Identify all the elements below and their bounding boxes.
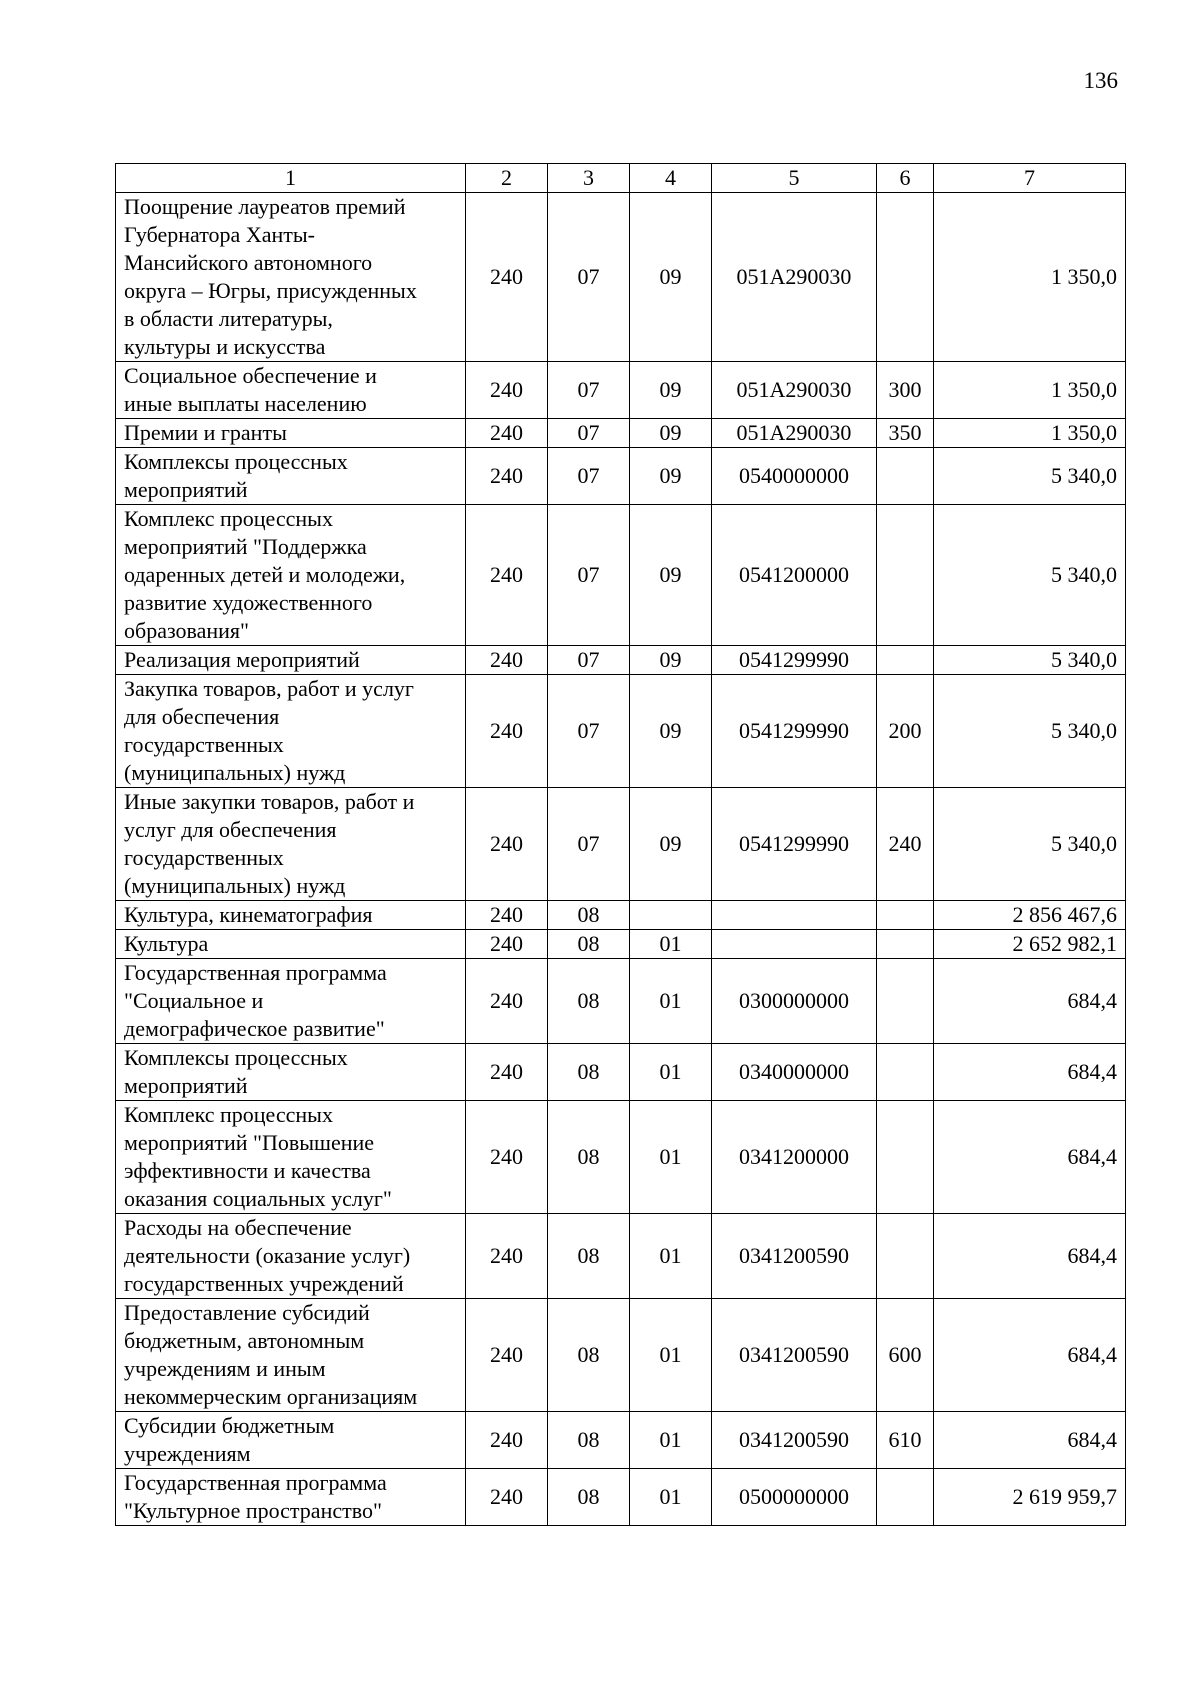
target-article-cell: 051A290030: [712, 362, 877, 419]
item-name-cell: Комплекс процессных мероприятий "Повышение эффективности и качества оказания социальных услуг": [116, 1101, 466, 1214]
target-article-cell: 0541299990: [712, 646, 877, 675]
subsection-code-cell: 01: [630, 930, 712, 959]
amount-cell: 684,4: [934, 1044, 1126, 1101]
target-article-cell: 0340000000: [712, 1044, 877, 1101]
expense-type-cell: 200: [877, 675, 934, 788]
subsection-code-cell: 09: [630, 505, 712, 646]
ministry-code-cell: 240: [466, 959, 548, 1044]
target-article-cell: 0541299990: [712, 788, 877, 901]
target-article-cell: 0341200590: [712, 1214, 877, 1299]
column-header: 5: [712, 164, 877, 193]
target-article-cell: 0541200000: [712, 505, 877, 646]
target-article-cell: 051A290030: [712, 193, 877, 362]
amount-cell: 684,4: [934, 1299, 1126, 1412]
ministry-code-cell: 240: [466, 1101, 548, 1214]
item-name-cell: Премии и гранты: [116, 419, 466, 448]
table-row: [116, 448, 1126, 505]
section-code-cell: 07: [548, 646, 630, 675]
section-code-cell: 08: [548, 959, 630, 1044]
amount-cell: 684,4: [934, 1214, 1126, 1299]
table-row: [116, 646, 1126, 675]
item-name-cell: Комплексы процессных мероприятий: [116, 1044, 466, 1101]
section-code-cell: 08: [548, 1044, 630, 1101]
table-row: [116, 959, 1126, 1044]
target-article-cell: [712, 901, 877, 930]
table-header-row: [116, 164, 1126, 193]
amount-cell: 5 340,0: [934, 505, 1126, 646]
amount-cell: 684,4: [934, 1101, 1126, 1214]
ministry-code-cell: 240: [466, 1214, 548, 1299]
table-row: [116, 193, 1126, 362]
column-header: 3: [548, 164, 630, 193]
section-code-cell: 07: [548, 193, 630, 362]
ministry-code-cell: 240: [466, 930, 548, 959]
table-row: [116, 1299, 1126, 1412]
expense-type-cell: [877, 505, 934, 646]
item-name-cell: Иные закупки товаров, работ и услуг для обеспечения государственных (муниципальных) нужд: [116, 788, 466, 901]
subsection-code-cell: 09: [630, 675, 712, 788]
table-row: [116, 901, 1126, 930]
amount-cell: 5 340,0: [934, 788, 1126, 901]
column-header: 6: [877, 164, 934, 193]
amount-cell: 2 652 982,1: [934, 930, 1126, 959]
section-code-cell: 07: [548, 788, 630, 901]
subsection-code-cell: 09: [630, 193, 712, 362]
amount-cell: 2 619 959,7: [934, 1469, 1126, 1526]
item-name-cell: Предоставление субсидий бюджетным, автономным учреждениям и иным некоммерческим организациям: [116, 1299, 466, 1412]
section-code-cell: 08: [548, 1101, 630, 1214]
target-article-cell: [712, 930, 877, 959]
table-row: [116, 505, 1126, 646]
budget-table: [115, 163, 1126, 1526]
expense-type-cell: 240: [877, 788, 934, 901]
target-article-cell: 0341200000: [712, 1101, 877, 1214]
item-name-cell: Социальное обеспечение и иные выплаты населению: [116, 362, 466, 419]
ministry-code-cell: 240: [466, 419, 548, 448]
table-row: [116, 419, 1126, 448]
section-code-cell: 08: [548, 930, 630, 959]
expense-type-cell: 610: [877, 1412, 934, 1469]
table-row: [116, 930, 1126, 959]
amount-cell: 5 340,0: [934, 646, 1126, 675]
table-row: [116, 362, 1126, 419]
amount-cell: 2 856 467,6: [934, 901, 1126, 930]
target-article-cell: 0341200590: [712, 1299, 877, 1412]
amount-cell: 684,4: [934, 1412, 1126, 1469]
section-code-cell: 08: [548, 1299, 630, 1412]
expense-type-cell: [877, 448, 934, 505]
section-code-cell: 07: [548, 448, 630, 505]
subsection-code-cell: 01: [630, 1214, 712, 1299]
ministry-code-cell: 240: [466, 448, 548, 505]
expense-type-cell: [877, 1214, 934, 1299]
ministry-code-cell: 240: [466, 788, 548, 901]
subsection-code-cell: 01: [630, 1469, 712, 1526]
subsection-code-cell: 01: [630, 1412, 712, 1469]
ministry-code-cell: 240: [466, 1044, 548, 1101]
column-header: 2: [466, 164, 548, 193]
expense-type-cell: [877, 1469, 934, 1526]
column-header: 4: [630, 164, 712, 193]
expense-type-cell: [877, 959, 934, 1044]
section-code-cell: 08: [548, 1469, 630, 1526]
column-header: 7: [934, 164, 1126, 193]
table-row: [116, 675, 1126, 788]
section-code-cell: 07: [548, 675, 630, 788]
ministry-code-cell: 240: [466, 1412, 548, 1469]
subsection-code-cell: 09: [630, 362, 712, 419]
section-code-cell: 08: [548, 1214, 630, 1299]
target-article-cell: 0541299990: [712, 675, 877, 788]
subsection-code-cell: 01: [630, 959, 712, 1044]
section-code-cell: 08: [548, 1412, 630, 1469]
ministry-code-cell: 240: [466, 362, 548, 419]
item-name-cell: Поощрение лауреатов премий Губернатора Ханты- Мансийского автономного округа – Югры, присужденных в области литературы, культуры и искусства: [116, 193, 466, 362]
amount-cell: 1 350,0: [934, 362, 1126, 419]
target-article-cell: 051A290030: [712, 419, 877, 448]
ministry-code-cell: 240: [466, 646, 548, 675]
amount-cell: 1 350,0: [934, 193, 1126, 362]
subsection-code-cell: 09: [630, 419, 712, 448]
expense-type-cell: 350: [877, 419, 934, 448]
target-article-cell: 0300000000: [712, 959, 877, 1044]
section-code-cell: 07: [548, 505, 630, 646]
amount-cell: 5 340,0: [934, 448, 1126, 505]
subsection-code-cell: 09: [630, 788, 712, 901]
table-row: [116, 788, 1126, 901]
subsection-code-cell: [630, 901, 712, 930]
item-name-cell: Расходы на обеспечение деятельности (оказание услуг) государственных учреждений: [116, 1214, 466, 1299]
target-article-cell: 0500000000: [712, 1469, 877, 1526]
subsection-code-cell: 01: [630, 1299, 712, 1412]
ministry-code-cell: 240: [466, 505, 548, 646]
item-name-cell: Государственная программа "Социальное и демографическое развитие": [116, 959, 466, 1044]
ministry-code-cell: 240: [466, 193, 548, 362]
section-code-cell: 07: [548, 419, 630, 448]
ministry-code-cell: 240: [466, 901, 548, 930]
expense-type-cell: [877, 193, 934, 362]
expense-type-cell: [877, 1101, 934, 1214]
item-name-cell: Комплексы процессных мероприятий: [116, 448, 466, 505]
page-number: 136: [1083, 68, 1118, 93]
item-name-cell: Реализация мероприятий: [116, 646, 466, 675]
item-name-cell: Закупка товаров, работ и услуг для обеспечения государственных (муниципальных) нужд: [116, 675, 466, 788]
subsection-code-cell: 01: [630, 1044, 712, 1101]
table-row: [116, 1412, 1126, 1469]
ministry-code-cell: 240: [466, 1299, 548, 1412]
subsection-code-cell: 01: [630, 1101, 712, 1214]
column-header: 1: [116, 164, 466, 193]
section-code-cell: 08: [548, 901, 630, 930]
expense-type-cell: [877, 901, 934, 930]
expense-type-cell: 300: [877, 362, 934, 419]
item-name-cell: Субсидии бюджетным учреждениям: [116, 1412, 466, 1469]
expense-type-cell: [877, 646, 934, 675]
target-article-cell: 0341200590: [712, 1412, 877, 1469]
subsection-code-cell: 09: [630, 646, 712, 675]
table-row: [116, 1469, 1126, 1526]
expense-type-cell: 600: [877, 1299, 934, 1412]
ministry-code-cell: 240: [466, 1469, 548, 1526]
amount-cell: 5 340,0: [934, 675, 1126, 788]
table-row: [116, 1214, 1126, 1299]
item-name-cell: Культура: [116, 930, 466, 959]
expense-type-cell: [877, 930, 934, 959]
subsection-code-cell: 09: [630, 448, 712, 505]
item-name-cell: Комплекс процессных мероприятий "Поддержка одаренных детей и молодежи, развитие художественного образования": [116, 505, 466, 646]
amount-cell: 1 350,0: [934, 419, 1126, 448]
ministry-code-cell: 240: [466, 675, 548, 788]
section-code-cell: 07: [548, 362, 630, 419]
target-article-cell: 0540000000: [712, 448, 877, 505]
item-name-cell: Государственная программа "Культурное пространство": [116, 1469, 466, 1526]
table-row: [116, 1044, 1126, 1101]
amount-cell: 684,4: [934, 959, 1126, 1044]
table-row: [116, 1101, 1126, 1214]
item-name-cell: Культура, кинематография: [116, 901, 466, 930]
expense-type-cell: [877, 1044, 934, 1101]
